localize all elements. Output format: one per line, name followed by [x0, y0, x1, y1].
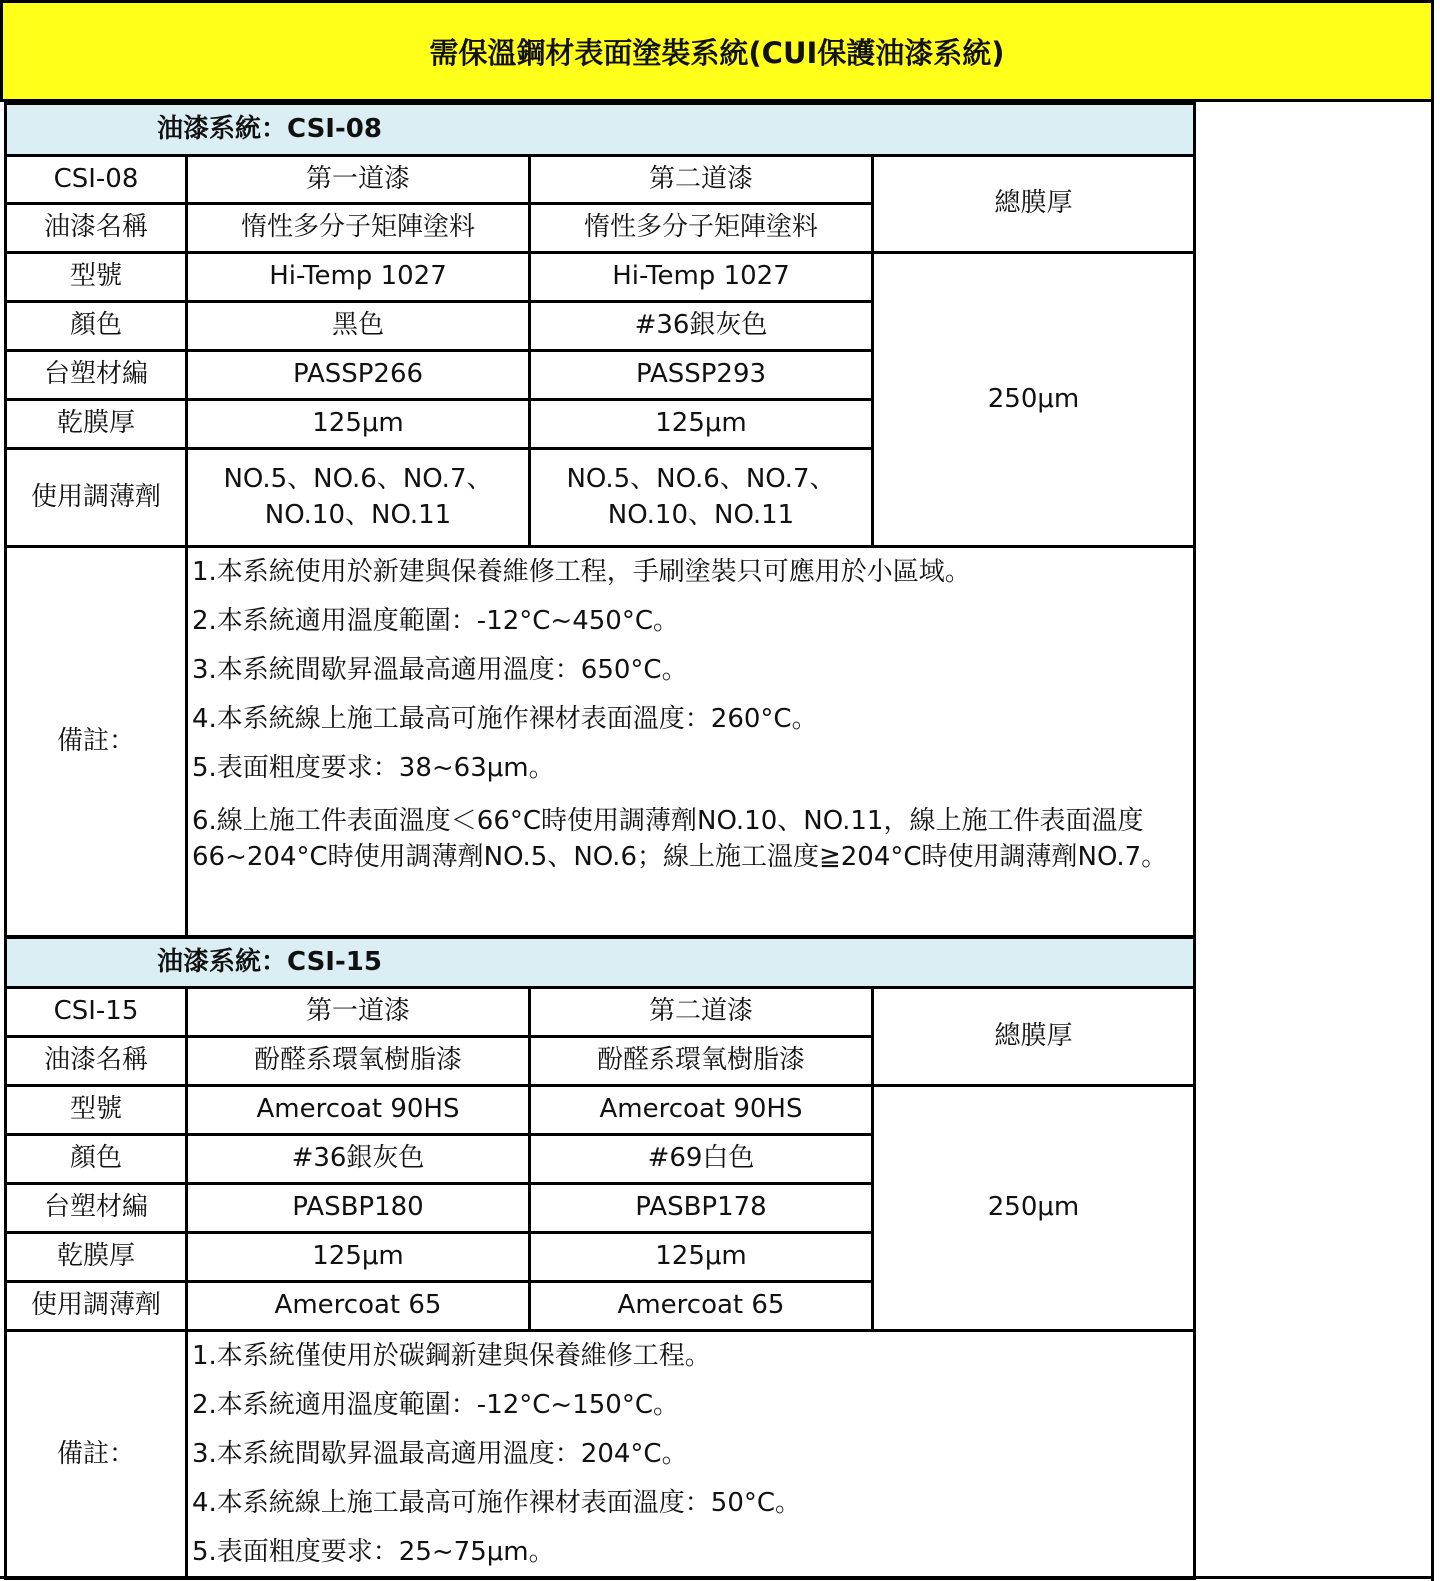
note-item: 4.本系統線上施工最高可施作裸材表面溫度：260°C。 [192, 704, 818, 734]
row-label-color: 顏色 [6, 1135, 187, 1184]
total-dft-label: 總膜厚 [873, 988, 1195, 1086]
notes-cell [187, 1331, 1195, 1579]
row-label-color: 顏色 [6, 302, 187, 351]
coat2-header: 第二道漆 [530, 988, 873, 1037]
coat1-material: PASSP266 [187, 351, 530, 400]
coat2-thinner: Amercoat 65 [530, 1282, 873, 1331]
coat2-material: PASBP178 [530, 1184, 873, 1233]
coat2-material: PASSP293 [530, 351, 873, 400]
row-label-model: 型號 [6, 253, 187, 302]
outer-border-right [1431, 0, 1434, 1581]
system-header: 油漆系統：CSI-15 [6, 938, 1195, 988]
coat2-dft: 125μm [530, 1233, 873, 1282]
note-item: 1.本系統僅使用於碳鋼新建與保養維修工程。 [192, 1341, 711, 1371]
page-title: 需保溫鋼材表面塗裝系統(CUI保護油漆系統) [0, 0, 1434, 102]
note-item: 2.本系統適用溫度範圍：-12°C~450°C。 [192, 606, 679, 636]
notes-label: 備註： [6, 547, 187, 937]
paint-system-table-2 [4, 936, 1196, 1580]
coat1-color: #36銀灰色 [187, 1135, 530, 1184]
total-dft-value: 250μm [873, 253, 1195, 547]
row-label-dft: 乾膜厚 [6, 400, 187, 449]
note-item: 4.本系統線上施工最高可施作裸材表面溫度：50°C。 [192, 1488, 802, 1518]
coat2-model: Hi-Temp 1027 [530, 253, 873, 302]
coat1-dft: 125μm [187, 400, 530, 449]
coat2-model: Amercoat 90HS [530, 1086, 873, 1135]
note-item: 5.表面粗度要求：38~63μm。 [192, 753, 555, 783]
coat2-name: 酚醛系環氧樹脂漆 [530, 1037, 873, 1086]
row-label-model: 型號 [6, 1086, 187, 1135]
coat1-header: 第一道漆 [187, 156, 530, 204]
coat1-header: 第一道漆 [187, 988, 530, 1037]
row-label-dft: 乾膜厚 [6, 1233, 187, 1282]
total-dft-value: 250μm [873, 1086, 1195, 1331]
note-item: 6.線上施工件表面溫度＜66°C時使用調薄劑NO.10、NO.11，線上施工件表面溫度66~204°C時使用調薄劑NO.5、NO.6；線上施工溫度≧204°C時使用調薄劑NO.7。 [192, 806, 1168, 872]
note-item: 3.本系統間歇昇溫最高適用溫度：204°C。 [192, 1439, 688, 1469]
notes-cell [187, 547, 1195, 937]
system-code: CSI-08 [6, 156, 187, 204]
coat1-thinner: NO.5、NO.6、NO.7、NO.10、NO.11 [187, 449, 530, 547]
paint-system-table-1 [4, 102, 1196, 938]
notes-label: 備註： [6, 1331, 187, 1579]
coat1-color: 黑色 [187, 302, 530, 351]
row-label-thinner: 使用調薄劑 [6, 449, 187, 547]
note-item: 2.本系統適用溫度範圍：-12°C~150°C。 [192, 1390, 679, 1420]
row-label-material: 台塑材編 [6, 1184, 187, 1233]
row-label-thinner: 使用調薄劑 [6, 1282, 187, 1331]
coat1-material: PASBP180 [187, 1184, 530, 1233]
coat2-color: #69白色 [530, 1135, 873, 1184]
coat2-name: 惰性多分子矩陣塗料 [530, 204, 873, 253]
coat2-color: #36銀灰色 [530, 302, 873, 351]
coat2-header: 第二道漆 [530, 156, 873, 204]
note-item: 5.表面粗度要求：25~75μm。 [192, 1537, 555, 1567]
note-item: 1.本系統使用於新建與保養維修工程，手刷塗裝只可應用於小區域。 [192, 557, 971, 587]
coat2-thinner: NO.5、NO.6、NO.7、NO.10、NO.11 [530, 449, 873, 547]
coat1-model: Amercoat 90HS [187, 1086, 530, 1135]
row-label-material: 台塑材編 [6, 351, 187, 400]
coat1-dft: 125μm [187, 1233, 530, 1282]
coat1-name: 惰性多分子矩陣塗料 [187, 204, 530, 253]
coat2-dft: 125μm [530, 400, 873, 449]
system-header: 油漆系統：CSI-08 [6, 104, 1195, 156]
note-item: 3.本系統間歇昇溫最高適用溫度：650°C。 [192, 655, 688, 685]
coat1-thinner: Amercoat 65 [187, 1282, 530, 1331]
coat1-model: Hi-Temp 1027 [187, 253, 530, 302]
outer-border-bottom [0, 1576, 1434, 1579]
system-code: CSI-15 [6, 988, 187, 1037]
total-dft-label: 總膜厚 [873, 156, 1195, 253]
row-label-name: 油漆名稱 [6, 1037, 187, 1086]
coat1-name: 酚醛系環氧樹脂漆 [187, 1037, 530, 1086]
row-label-name: 油漆名稱 [6, 204, 187, 253]
